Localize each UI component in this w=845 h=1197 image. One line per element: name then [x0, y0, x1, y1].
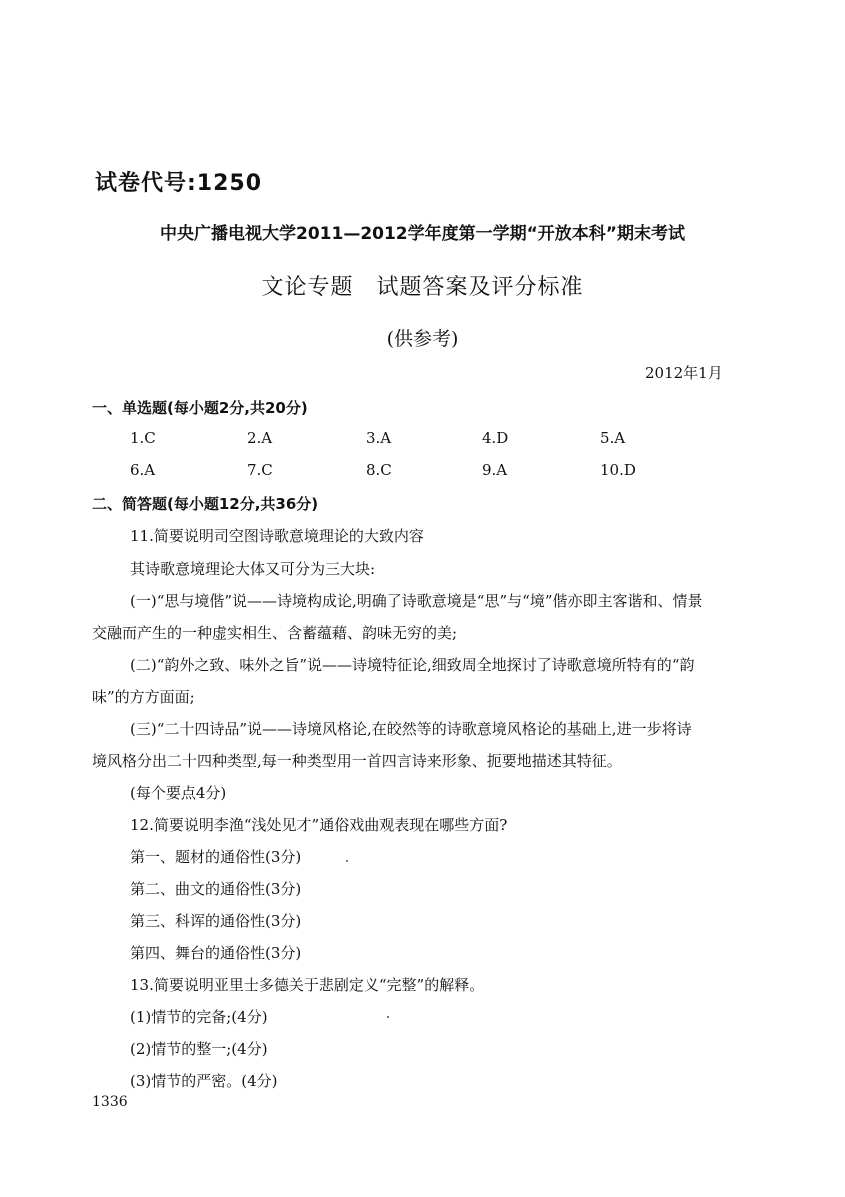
answer-item: 4.D [482, 429, 509, 447]
answer-point: (3)情节的严密。(4分) [130, 1072, 278, 1090]
answer-point: 第三、科诨的通俗性(3分) [130, 912, 302, 930]
answer-intro: 其诗歌意境理论大体又可分为三大块: [130, 560, 376, 578]
answer-point: 第二、曲文的通俗性(3分) [130, 880, 302, 898]
answer-item: 1.C [130, 429, 156, 447]
question-11: 11.简要说明司空图诗歌意境理论的大致内容 [130, 527, 424, 545]
question-12: 12.简要说明李渔“浅处见才”通俗戏曲观表现在哪些方面? [130, 816, 508, 834]
answer-item: 9.A [482, 461, 508, 479]
answer-item: 8.C [366, 461, 392, 479]
answer-item: 6.A [130, 461, 156, 479]
page-title: 文论专题 试题答案及评分标准 [261, 275, 584, 300]
paper-code: 试卷代号:1250 [95, 171, 263, 196]
answer-item: 3.A [366, 429, 392, 447]
answer-point: (2)情节的整一;(4分) [130, 1040, 268, 1058]
exam-date: 2012年1月 [645, 364, 723, 382]
answer-item: 10.D [600, 461, 636, 479]
answer-paragraph-line: 境风格分出二十四种类型,每一种类型用一首四言诗来形象、扼要地描述其特征。 [92, 752, 622, 770]
answer-item: 2.A [247, 429, 273, 447]
answer-paragraph-line: (三)“二十四诗品”说——诗境风格论,在皎然等的诗歌意境风格论的基础上,进一步将诗 [130, 720, 692, 738]
scan-speck [387, 1016, 389, 1018]
answer-paragraph-line: (二)“韵外之致、味外之旨”说——诗境特征论,细致周全地探讨了诗歌意境所特有的“韵 [130, 656, 695, 674]
question-13: 13.简要说明亚里士多德关于悲剧定义“完整”的解释。 [130, 976, 485, 994]
answer-point: 第四、舞台的通俗性(3分) [130, 944, 302, 962]
score-note: (每个要点4分) [130, 784, 227, 802]
answer-item: 5.A [600, 429, 626, 447]
answer-point: (1)情节的完备;(4分) [130, 1008, 268, 1026]
section2-heading: 二、简答题(每小题12分,共36分) [92, 495, 319, 513]
answer-point: 第一、题材的通俗性(3分) [130, 848, 302, 866]
answer-paragraph-line: 味”的方方面面; [92, 688, 195, 706]
subtitle: (供参考) [386, 328, 459, 350]
scan-speck [346, 860, 348, 862]
answer-paragraph-line: 交融而产生的一种虚实相生、含蓄蕴藉、韵味无穷的美; [92, 624, 458, 642]
section1-heading: 一、单选题(每小题2分,共20分) [92, 399, 308, 417]
page-number: 1336 [92, 1094, 128, 1110]
answer-paragraph-line: (一)“思与境偕”说——诗境构成论,明确了诗歌意境是“思”与“境”偕亦即主客谐和、情景 [130, 592, 703, 610]
answer-item: 7.C [247, 461, 273, 479]
exam-title: 中央广播电视大学2011—2012学年度第一学期“开放本科”期末考试 [160, 224, 685, 244]
